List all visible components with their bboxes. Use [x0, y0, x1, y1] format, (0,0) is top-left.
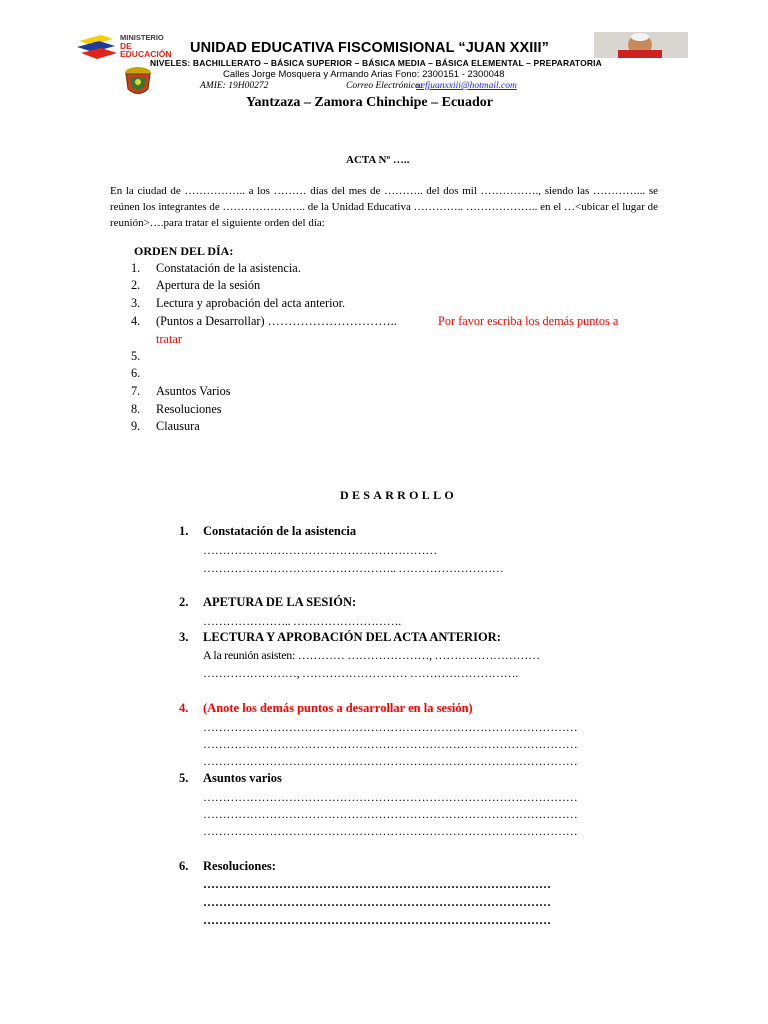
fill-line: …………………………………………………………………………… — [203, 913, 551, 927]
ministerio-logo — [77, 33, 185, 61]
email-link[interactable]: uefjuanxxiii@hotmail.com — [416, 81, 517, 91]
acta-title: ACTA Nº ….. — [346, 154, 410, 166]
instruction-note: Por favor escriba los demás puntos a — [438, 314, 619, 328]
school-crest-icon — [122, 63, 154, 99]
fill-line: ………………….. ………………………. — [203, 614, 402, 628]
instruction-note-cont: tratar — [156, 332, 182, 346]
fill-line: …………………………………………………………………………… — [203, 895, 551, 909]
pope-portrait-image — [594, 32, 688, 58]
orden-del-dia-title: ORDEN DEL DÍA: — [134, 244, 234, 258]
school-name: UNIDAD EDUCATIVA FISCOMISIONAL “JUAN XXIII” — [190, 40, 550, 56]
fill-line: …………………………………………………………………………… — [203, 877, 551, 891]
fill-line: ………………………………………….. ……………………… — [203, 561, 504, 575]
niveles-line: NIVELES: BACHILLERATO – BÁSICA SUPERIOR – BÁSICA MEDIA – BÁSICA ELEMENTAL – PREPARATORIA — [150, 58, 602, 68]
fill-line: ……………………, ……………………… ………………………. — [203, 666, 519, 680]
fill-line: A la reunión asisten: ………… …………………, ……………………… — [203, 648, 540, 662]
fill-line: …………………………………………………………………………………… — [203, 807, 578, 821]
desarrollo-title: DESARROLLO — [340, 488, 458, 502]
ecuador-flag-icon — [77, 33, 119, 61]
fill-line: …………………………………………………………………………………… — [203, 754, 578, 768]
intro-paragraph: En la ciudad de …………….. a los ……… días del mes de ……….. del dos mil ……………., siendo las …………... se reúnen los integrantes de ………………….. de la Unidad Educativa ………….. ……………….. en el …<ubicar el lugar de reunión>….para tratar el siguiente orden del día: — [110, 185, 658, 229]
location-line: Yantzaza – Zamora Chinchipe – Ecuador — [246, 95, 493, 110]
fill-line: …………………………………………………………………………………… — [203, 737, 578, 751]
address-line: Calles Jorge Mosquera y Armando Arias Fono: 2300151 - 2300048 — [223, 69, 505, 80]
fill-line: …………………………………………………… — [203, 543, 438, 557]
fill-line: …………………………………………………………………………………… — [203, 790, 578, 804]
ministerio-text: MINISTERIO DE EDUCACIÓN — [120, 33, 172, 59]
fill-line: …………………………………………………………………………………… — [203, 824, 578, 838]
fill-line: …………………………………………………………………………………… — [203, 720, 578, 734]
email-label: Correo Electrónico: — [346, 81, 423, 91]
amie-code: AMIE: 19H00272 — [200, 81, 269, 91]
